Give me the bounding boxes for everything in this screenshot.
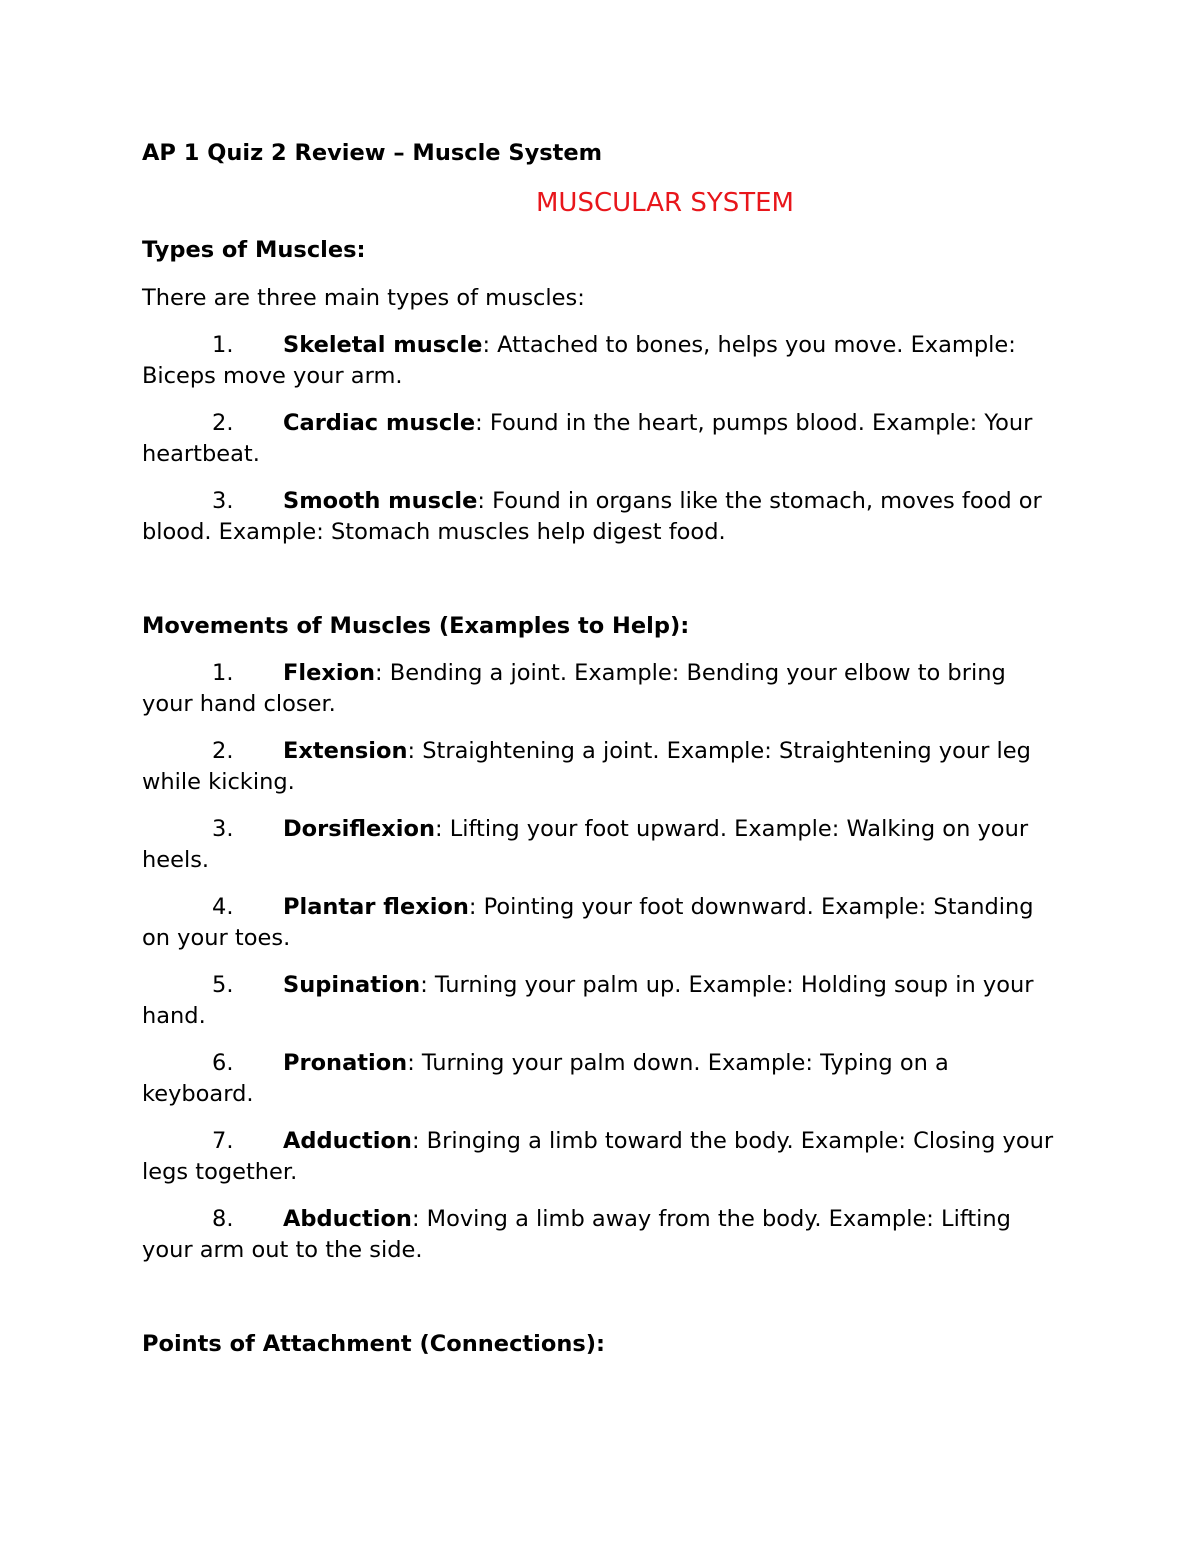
list-item [142,1204,1060,1266]
item-term: Skeletal muscle [283,332,483,358]
item-term: Smooth muscle [283,488,478,514]
item-number: 1. [212,660,234,686]
types-of-muscles-heading: Types of Muscles: [142,237,366,263]
list-item [142,486,1060,548]
movements-list [142,658,1060,1266]
item-term: Abduction [283,1206,412,1232]
item-number: 2. [212,410,234,436]
item-number: 1. [212,332,234,358]
item-term: Cardiac muscle [283,410,476,436]
muscle-types-list [142,330,1060,548]
document-title: AP 1 Quiz 2 Review – Muscle System [142,140,603,166]
item-description: : Straightening a joint. Example: Straightening your leg while kicking. [142,738,1031,795]
item-term: Supination [283,972,421,998]
item-description: : Bending a joint. Example: Bending your elbow to bring your hand closer. [142,660,1006,717]
item-description: : Pointing your foot downward. Example: Standing on your toes. [142,894,1034,951]
item-description: : Bringing a limb toward the body. Example: Closing your legs together. [142,1128,1054,1185]
item-number: 3. [212,816,234,842]
list-item [142,736,1060,798]
list-item [142,814,1060,876]
item-term: Adduction [283,1128,412,1154]
list-item [142,1048,1060,1110]
item-number: 6. [212,1050,234,1076]
item-description: : Lifting your foot upward. Example: Walking on your heels. [142,816,1029,873]
types-intro: There are three main types of muscles: [142,285,585,311]
item-description: : Found in the heart, pumps blood. Example: Your heartbeat. [142,410,1033,467]
item-description: : Turning your palm up. Example: Holding soup in your hand. [142,972,1034,1029]
list-item [142,1126,1060,1188]
list-item [142,330,1060,392]
item-number: 2. [212,738,234,764]
item-term: Flexion [283,660,376,686]
item-term: Extension [283,738,408,764]
list-item [142,970,1060,1032]
list-item [142,892,1060,954]
item-term: Plantar flexion [283,894,469,920]
item-description: : Found in organs like the stomach, moves food or blood. Example: Stomach muscles help digest food. [142,488,1042,545]
movements-heading: Movements of Muscles (Examples to Help): [142,613,690,639]
item-number: 8. [212,1206,234,1232]
main-heading: MUSCULAR SYSTEM [536,188,794,218]
points-of-attachment-heading: Points of Attachment (Connections): [142,1331,606,1357]
item-description: : Moving a limb away from the body. Example: Lifting your arm out to the side. [142,1206,1011,1263]
item-number: 3. [212,488,234,514]
item-description: : Attached to bones, helps you move. Example: Biceps move your arm. [142,332,1016,389]
item-number: 4. [212,894,234,920]
list-item [142,658,1060,720]
document-content [142,138,1060,1360]
item-description: : Turning your palm down. Example: Typing on a keyboard. [142,1050,949,1107]
list-item [142,408,1060,470]
item-number: 7. [212,1128,234,1154]
item-term: Dorsiflexion [283,816,435,842]
item-number: 5. [212,972,234,998]
item-term: Pronation [283,1050,408,1076]
